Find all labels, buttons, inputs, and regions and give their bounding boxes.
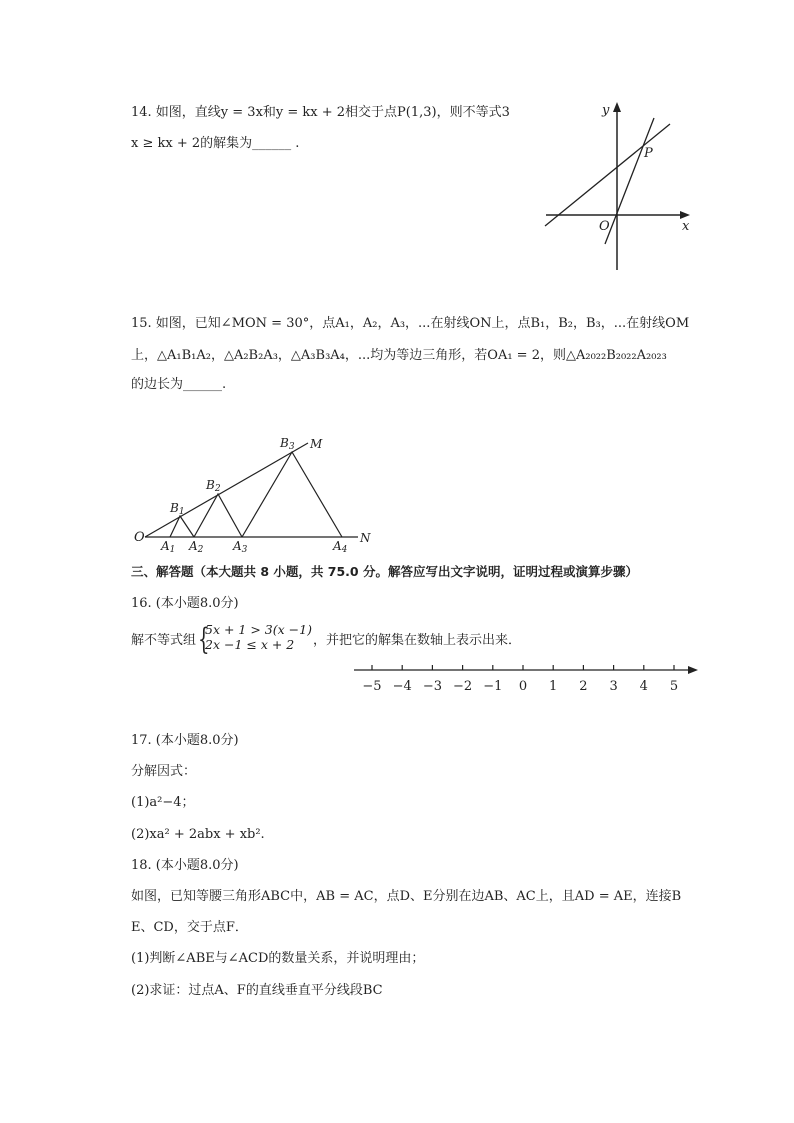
label-o: O — [134, 530, 145, 545]
q18-line2: E、CD，交于点F． — [131, 920, 248, 935]
number-line-tick-label: 0 — [518, 679, 528, 694]
label-b2: B2 — [206, 478, 221, 494]
section-heading: 三、解答题（本大题共 8 小题，共 75.0 分。解答应写出文字说明，证明过程或演算步骤） — [131, 564, 638, 579]
q17-line2: (1)a²−4； — [131, 795, 195, 810]
number-line-tick-label: 2 — [579, 679, 588, 694]
number-line-tick-label: 3 — [609, 679, 618, 694]
label-a2: A2 — [189, 539, 204, 555]
label-b3: B3 — [280, 436, 295, 452]
x-axis-arrow — [680, 211, 690, 219]
q14-text-line1: 14. 如图，直线y = 3x和y = kx + 2相交于点P(1,3)，则不等式3 — [131, 105, 510, 120]
number-line-arrow — [688, 666, 698, 674]
q18-line4: (2)求证：过点A、F的直线垂直平分线段BC — [131, 983, 383, 998]
label-a1: A1 — [161, 539, 176, 555]
label-a4: A4 — [333, 539, 348, 555]
number-line-tick-label: −2 — [453, 679, 473, 694]
number-line-tick-label: 1 — [549, 679, 558, 694]
q17-header: 17. (本小题8.0分) — [131, 733, 239, 748]
number-line — [348, 658, 708, 698]
q17-line3: (2)xa² + 2abx + xb². — [131, 827, 265, 842]
q16-inequality-1: 5x + 1 > 3(x −1) — [205, 622, 312, 637]
number-line-tick-label: −5 — [362, 679, 382, 694]
q17-line1: 分解因式： — [131, 764, 197, 779]
label-n: N — [360, 531, 371, 545]
x-axis-label: x — [682, 219, 690, 234]
number-line-tick-label: −3 — [422, 679, 442, 694]
q16-inequality-2: 2x −1 ≤ x + 2 — [205, 637, 295, 652]
triangle-a3b3a4 — [242, 452, 342, 537]
number-line-tick-label: 4 — [639, 679, 648, 694]
q18-line3: (1)判断∠ABE与∠ACD的数量关系，并说明理由； — [131, 951, 425, 966]
q16-suffix: ，并把它的解集在数轴上表示出来． — [313, 633, 522, 648]
triangle-a2b2a3 — [194, 494, 242, 537]
q14-coordinate-figure — [540, 98, 700, 278]
y-axis-arrow — [613, 102, 621, 112]
q15-text-line1: 15. 如图，已知∠MON = 30°，点A₁，A₂，A₃，...在射线ON上，点B₁，B₂，B₃，...在射线OM — [131, 316, 690, 331]
point-p-label: P — [644, 146, 653, 161]
q18-header: 18. (本小题8.0分) — [131, 858, 239, 873]
q15-triangle-figure — [130, 430, 390, 555]
ray-om — [145, 443, 308, 537]
y-axis-label: y — [602, 103, 610, 118]
label-a3: A3 — [233, 539, 248, 555]
label-m: M — [310, 437, 323, 451]
q18-line1: 如图，已知等腰三角形ABC中，AB = AC，点D、E分别在边AB、AC上，且AD = AE，连接B — [131, 889, 682, 904]
number-line-tick-label: −4 — [392, 679, 412, 694]
origin-label: O — [599, 219, 610, 234]
line-y-kx-2 — [545, 124, 670, 226]
q16-brace: { — [198, 622, 210, 657]
line-y-3x — [605, 118, 654, 244]
number-line-tick-label: −1 — [483, 679, 503, 694]
q16-prefix: 解不等式组 — [131, 633, 197, 648]
number-line-tick-label: 5 — [669, 679, 679, 694]
q14-text-line2: x ≥ kx + 2的解集为______ . — [131, 136, 300, 151]
q15-text-line3: 的边长为______. — [131, 377, 227, 392]
q16-header: 16. (本小题8.0分) — [131, 596, 239, 611]
q15-text-line2: 上，△A₁B₁A₂，△A₂B₂A₃，△A₃B₃A₄，...均为等边三角形，若OA₁ = 2，则△A₂₀₂₂B₂₀₂₂A₂₀₂₃ — [131, 348, 667, 363]
label-b1: B1 — [170, 501, 185, 517]
triangle-a1b1a2 — [170, 516, 194, 537]
